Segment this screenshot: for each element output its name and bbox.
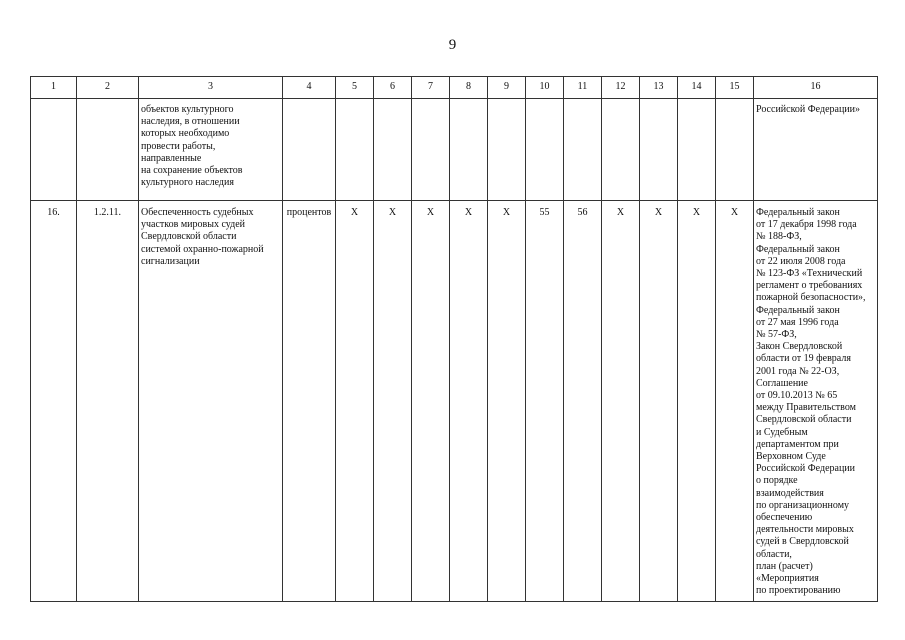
table-cell	[640, 99, 678, 201]
table-cell	[283, 99, 336, 201]
table-cell	[488, 99, 526, 201]
value-cell: Х	[336, 201, 374, 602]
indicators-table	[30, 76, 878, 602]
row-number-cell: 16.	[31, 201, 77, 602]
value-cell: Х	[412, 201, 450, 602]
value-cell: 56	[564, 201, 602, 602]
header-cell: 10	[526, 77, 564, 99]
value-cell: Х	[640, 201, 678, 602]
value-cell: Х	[716, 201, 754, 602]
header-cell: 2	[77, 77, 139, 99]
value-cell: 55	[526, 201, 564, 602]
value-cell: Х	[374, 201, 412, 602]
value-cell: Х	[602, 201, 640, 602]
table-row-continuation	[31, 99, 878, 201]
header-cell: 11	[564, 77, 602, 99]
header-cell: 5	[336, 77, 374, 99]
value-cell: Х	[450, 201, 488, 602]
header-cell: 13	[640, 77, 678, 99]
table-cell	[602, 99, 640, 201]
header-cell: 1	[31, 77, 77, 99]
unit-cell: процентов	[283, 201, 336, 602]
header-cell: 14	[678, 77, 716, 99]
table-cell	[336, 99, 374, 201]
header-cell: 9	[488, 77, 526, 99]
source-cell: Российской Федерации»	[754, 99, 878, 201]
indicator-name-cell: объектов культурного наследия, в отношении которых необходимо провести работы, направленные на сохранение объектов культурного наследия	[139, 99, 283, 201]
header-cell: 6	[374, 77, 412, 99]
header-cell: 8	[450, 77, 488, 99]
table-cell	[564, 99, 602, 201]
table-cell	[31, 99, 77, 201]
table-cell	[526, 99, 564, 201]
table-cell	[374, 99, 412, 201]
page-number: 9	[448, 37, 457, 53]
header-cell: 12	[602, 77, 640, 99]
table-row-16	[31, 201, 878, 602]
table-cell	[716, 99, 754, 201]
header-cell: 4	[283, 77, 336, 99]
table-cell	[412, 99, 450, 201]
table-cell	[450, 99, 488, 201]
table-cell	[678, 99, 716, 201]
indicator-name-cell: Обеспеченность судебных участков мировых судей Свердловской области системой охранно-пожарной сигнализации	[139, 201, 283, 602]
value-cell: Х	[678, 201, 716, 602]
value-cell: Х	[488, 201, 526, 602]
header-cell: 15	[716, 77, 754, 99]
source-cell: Федеральный закон от 17 декабря 1998 года № 188-ФЗ, Федеральный закон от 22 июля 2008 года № 123-ФЗ «Технический регламент о требованиях пожарной безопасности», Федеральный закон от 27 мая 1996 года № 57-ФЗ, Закон Свердловской области от 19 февраля 2001 года № 22-ОЗ, Соглашение от 09.10.2013 № 65 между Правительством Свердловской области и Судебным департаментом при Верховном Суде Российской Федерации о порядке взаимодействия по организационному обеспечению деятельности мировых судей в Свердловской области, план (расчет) «Мероприятия по проектированию	[754, 201, 878, 602]
code-cell: 1.2.11.	[77, 201, 139, 602]
header-row	[31, 77, 878, 99]
header-cell: 7	[412, 77, 450, 99]
table-cell	[77, 99, 139, 201]
header-cell: 3	[139, 77, 283, 99]
header-cell: 16	[754, 77, 878, 99]
